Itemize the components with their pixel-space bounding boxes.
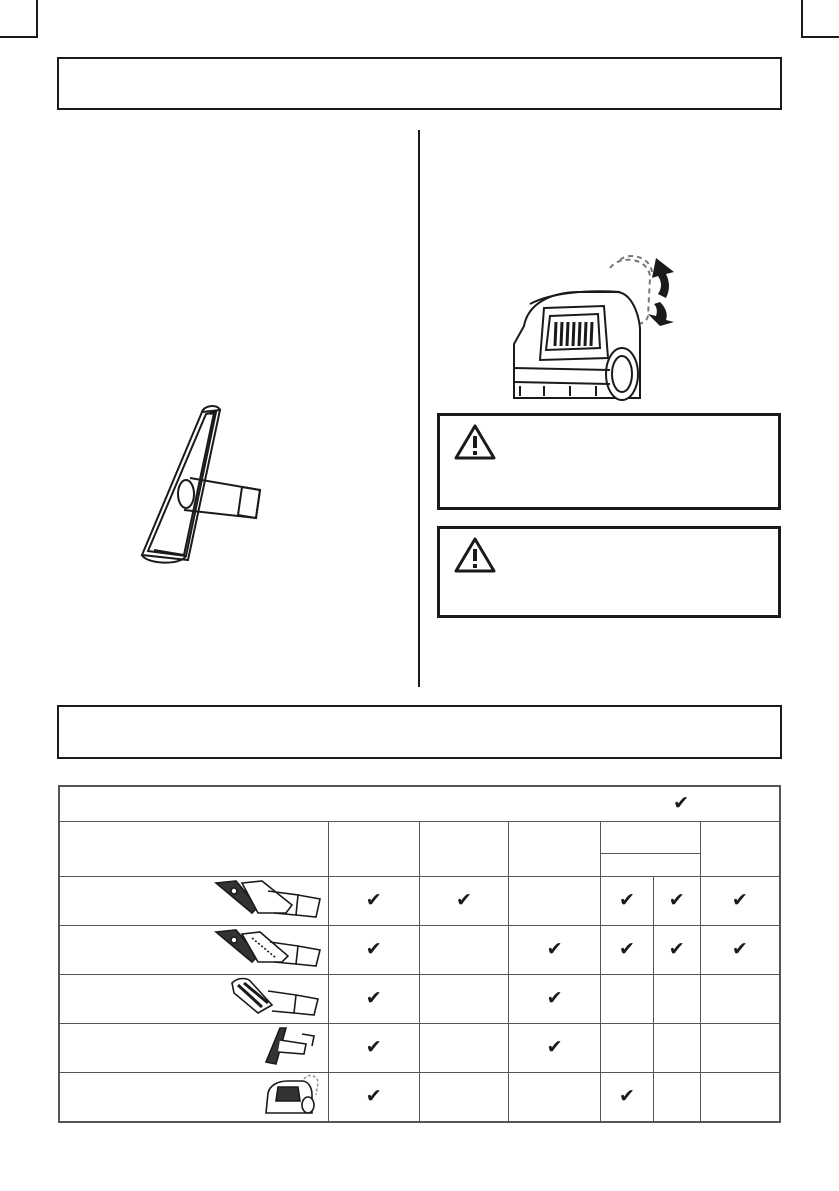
warning-box-1	[437, 413, 781, 510]
accessory-compatibility-table	[58, 785, 781, 1123]
section-header-box-top	[57, 57, 782, 110]
cell-3-0: ✔	[328, 1023, 419, 1072]
cell-3-4	[653, 1023, 700, 1072]
cell-2-4	[653, 974, 700, 1023]
cell-2-0: ✔	[328, 974, 419, 1023]
cell-2-1	[419, 974, 509, 1023]
tool-cell	[59, 876, 328, 925]
table-column-header-row	[59, 821, 780, 853]
table-header-row	[59, 786, 780, 821]
upholstery-tool-icon	[262, 1024, 322, 1066]
column-header-group	[600, 821, 700, 853]
cell-0-5: ✔	[700, 876, 780, 925]
tool-cell	[59, 1023, 328, 1072]
crevice-brush-tool-icon	[212, 926, 322, 968]
cell-0-2	[509, 876, 601, 925]
turbo-brush-illustration	[500, 248, 700, 408]
cell-1-2: ✔	[509, 925, 601, 974]
cell-0-0: ✔	[328, 876, 419, 925]
crevice-tool-icon	[212, 877, 322, 919]
cell-4-5	[700, 1072, 780, 1122]
cell-3-1	[419, 1023, 509, 1072]
mini-turbo-brush-icon	[262, 1073, 322, 1115]
crop-mark-top-right-h	[803, 36, 839, 38]
cell-0-3: ✔	[600, 876, 653, 925]
crop-mark-top-left-h	[0, 36, 36, 38]
column-subheader	[600, 853, 700, 876]
check-mark-icon: ✔	[673, 792, 689, 815]
section-header-box-bottom	[57, 705, 782, 759]
column-header-2	[419, 821, 509, 876]
table-row	[59, 974, 780, 1023]
column-divider	[418, 130, 420, 687]
warning-box-2	[437, 526, 781, 618]
cell-1-1	[419, 925, 509, 974]
cell-0-4: ✔	[653, 876, 700, 925]
dusting-brush-tool-icon	[212, 975, 322, 1017]
upholstery-tool-illustration	[130, 400, 300, 570]
warning-triangle-icon	[454, 424, 496, 460]
warning-triangle-icon	[454, 537, 496, 573]
column-header-6	[700, 821, 780, 876]
cell-4-2	[509, 1072, 601, 1122]
tool-cell	[59, 1072, 328, 1122]
column-header-1	[328, 821, 419, 876]
crop-mark-top-right-v	[801, 0, 803, 38]
cell-0-1: ✔	[419, 876, 509, 925]
tool-cell	[59, 925, 328, 974]
tool-cell	[59, 974, 328, 1023]
cell-3-3	[600, 1023, 653, 1072]
cell-4-0: ✔	[328, 1072, 419, 1122]
cell-4-3: ✔	[600, 1072, 653, 1122]
table-row	[59, 1072, 780, 1122]
cell-4-4	[653, 1072, 700, 1122]
cell-2-2: ✔	[509, 974, 601, 1023]
table-row	[59, 1023, 780, 1072]
cell-3-5	[700, 1023, 780, 1072]
cell-2-3	[600, 974, 653, 1023]
cell-1-0: ✔	[328, 925, 419, 974]
column-header-tool	[59, 821, 328, 876]
cell-1-4: ✔	[653, 925, 700, 974]
cell-1-5: ✔	[700, 925, 780, 974]
cell-3-2: ✔	[509, 1023, 601, 1072]
cell-1-3: ✔	[600, 925, 653, 974]
column-header-3	[509, 821, 601, 876]
cell-4-1	[419, 1072, 509, 1122]
cell-2-5	[700, 974, 780, 1023]
crop-mark-top-left-v	[36, 0, 38, 38]
table-row	[59, 876, 780, 925]
table-row	[59, 925, 780, 974]
